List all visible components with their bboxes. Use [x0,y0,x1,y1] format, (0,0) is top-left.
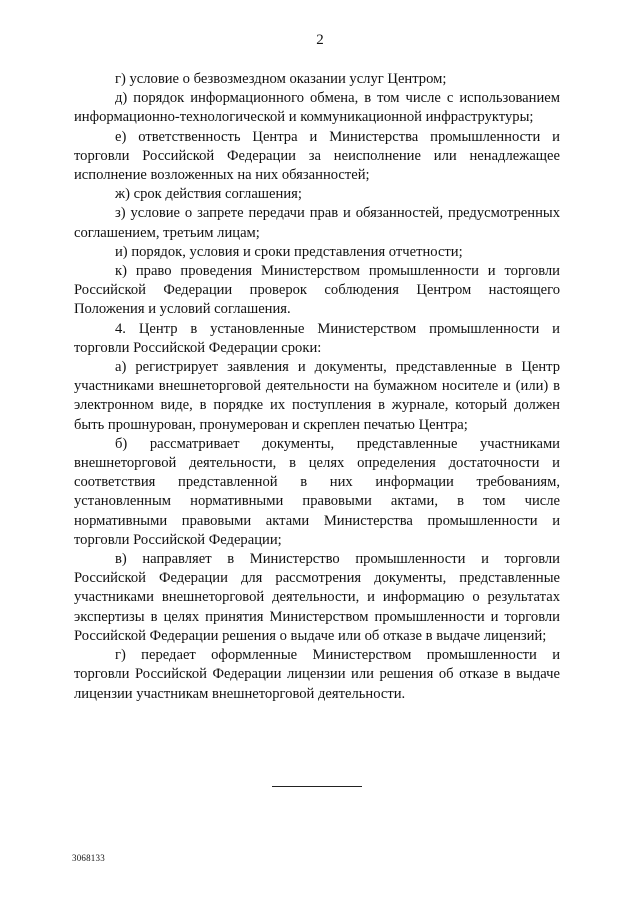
paragraph-b-review: б) рассматривает документы, представленные участниками внешнеторговой деятельности, в целях определения достаточности и соответствия представленной в них информации требованиям, установленным нормативными правовыми актами, в том числе нормативными правовыми актами Министерства промышленности и торговли Российской Федерации; [74,435,560,548]
paragraph-a-registration: а) регистрирует заявления и документы, представленные в Центр участниками внешнеторговой деятельности на бумажном носителе и (или) в электронном виде, в порядке их поступления в журнале, который должен быть прошнурован, пронумерован и скреплен печатью Центра; [74,359,560,433]
paragraph-zh-term: ж) срок действия соглашения; [115,186,302,203]
paragraph-v-forwarding: в) направляет в Министерство промышленности и торговли Российской Федерации для рассмотрения документы, представленные участниками внешнеторговой деятельности, и информацию о результатах экспертизы в целях принятия Министерством промышленности и торговли Российской Федерации решения о выдаче или об отказе в выдаче лицензий; [74,551,560,644]
page-number: 2 [316,32,324,48]
end-separator-line [272,786,362,787]
document-body [74,70,560,704]
paragraph-i-reporting: и) порядок, условия и сроки представления отчетности; [115,243,463,260]
paragraph-e-responsibility: е) ответственность Центра и Министерства промышленности и торговли Российской Федерации за неисполнение или ненадлежащее исполнение возложенных на них обязанностей; [74,128,560,184]
paragraph-k-inspections: к) право проведения Министерством промышленности и торговли Российской Федерации проверок соблюдения Центром настоящего Положения и условий соглашения. [74,263,560,318]
paragraph-g-gratuitous-services: г) условие о безвозмездном оказании услуг Центром; [115,71,447,87]
document-code: 3068133 [72,853,105,863]
paragraph-z-transfer-ban: з) условие о запрете передачи прав и обязанностей, предусмотренных соглашением, третьим лицам; [74,205,560,241]
paragraph-d-information-exchange: д) порядок информационного обмена, в том числе с использованием информационно-технологической и коммуникационной инфраструктуры; [74,90,560,126]
paragraph-4-center-duties: 4. Центр в установленные Министерством промышленности и торговли Российской Федерации сроки: [74,320,560,356]
paragraph-g-transfer-licenses: г) передает оформленные Министерством промышленности и торговли Российской Федерации лицензии или решения об отказе в выдаче лицензии участникам внешнеторговой деятельности. [74,647,560,702]
